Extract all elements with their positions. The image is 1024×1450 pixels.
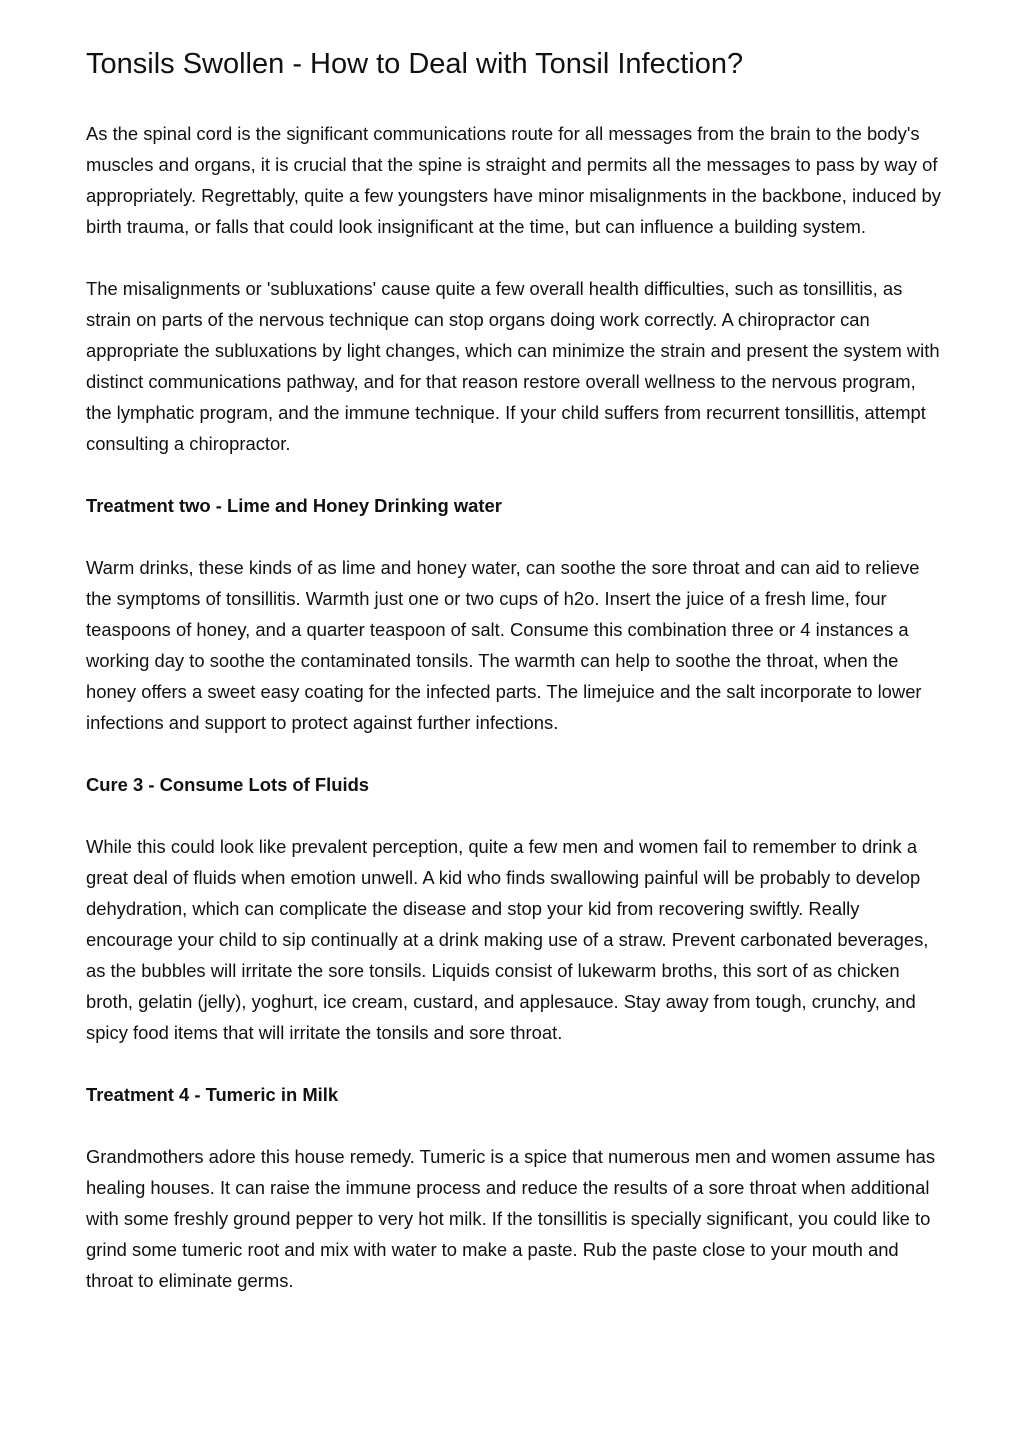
section-heading-lime-honey: Treatment two - Lime and Honey Drinking water — [86, 495, 502, 516]
page-title: Tonsils Swollen - How to Deal with Tonsil Infection? — [86, 48, 744, 80]
section-heading-fluids: Cure 3 - Consume Lots of Fluids — [86, 774, 370, 795]
section-body-lime-honey: Warm drinks, these kinds of as lime and honey water, can soothe the sore throat and can aid to relieve the symptoms of tonsillitis. Warmth just one or two cups of h2o. Insert the juice of a fresh lime, four teaspoons of honey, and a quarter teaspoon of salt. Consume this combination three or 4 instances a working day to soothe the contaminated tonsils. The warmth can help to soothe the throat, when the honey offers a sweet easy coating for the infected parts. The limejuice and the salt incorporate to lower infections and support to protect against further infections. — [86, 557, 922, 733]
intro-paragraph-2: The misalignments or 'subluxations' cause quite a few overall health difficulties, such as tonsillitis, as strain on parts of the nervous technique can stop organs doing work correctly. A chiropractor can appropriate the subluxations by light changes, which can minimize the strain and present the system with distinct communications pathway, and for that reason restore overall wellness to the nervous program, the lymphatic program, and the immune technique. If your child suffers from recurrent tonsillitis, attempt consulting a chiropractor. — [86, 278, 940, 454]
section-heading-tumeric: Treatment 4 - Tumeric in Milk — [86, 1084, 339, 1105]
section-body-tumeric: Grandmothers adore this house remedy. Tumeric is a spice that numerous men and women assume has healing houses. It can raise the immune process and reduce the results of a sore throat when additional with some freshly ground pepper to very hot milk. If the tonsillitis is specially significant, you could like to grind some tumeric root and mix with water to make a paste. Rub the paste close to your mouth and throat to eliminate germs. — [86, 1146, 936, 1291]
section-body-fluids: While this could look like prevalent perception, quite a few men and women fail to remember to drink a great deal of fluids when emotion unwell. A kid who finds swallowing painful will be probably to develop dehydration, which can complicate the disease and stop your kid from recovering swiftly. Really encourage your child to sip continually at a drink making use of a straw. Prevent carbonated beverages, as the bubbles will irritate the sore tonsils. Liquids consist of lukewarm broths, this sort of as chicken broth, gelatin (jelly), yoghurt, ice cream, custard, and applesauce. Stay away from tough, crunchy, and spicy food items that will irritate the tonsils and sore throat. — [86, 836, 929, 1043]
intro-paragraph-1: As the spinal cord is the significant communications route for all messages from the brain to the body's muscles and organs, it is crucial that the spine is straight and permits all the messages to pass by way of appropriately. Regrettably, quite a few youngsters have minor misalignments in the backbone, induced by birth trauma, or falls that could look insignificant at the time, but can influence a building system. — [86, 123, 941, 237]
